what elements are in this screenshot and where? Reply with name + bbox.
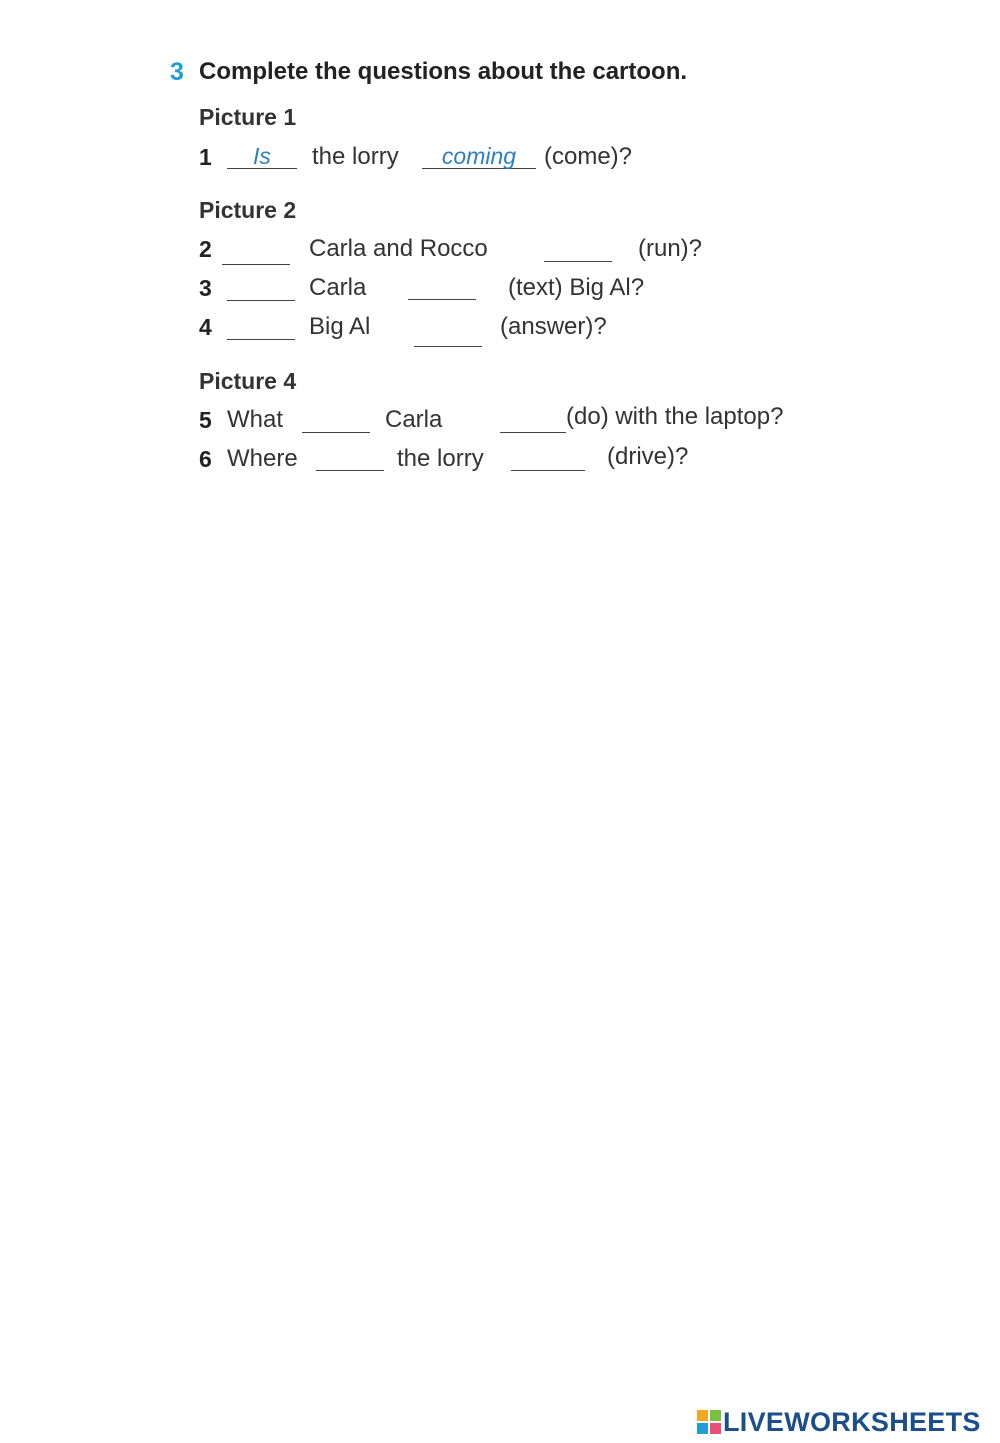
verb-hint: (drive)?	[607, 443, 689, 470]
question-text: Big Al	[309, 313, 371, 340]
answer-blank-4b[interactable]	[414, 322, 482, 347]
answer-blank-2b[interactable]	[544, 237, 612, 262]
answer-blank-3b[interactable]	[408, 275, 476, 300]
verb-hint: (answer)?	[500, 313, 607, 340]
question-number: 1	[199, 144, 212, 170]
verb-hint: (text) Big Al?	[508, 274, 645, 301]
answer-blank-5a[interactable]	[302, 408, 370, 433]
answer-blank-2a[interactable]	[222, 240, 290, 265]
answer-blank-1a[interactable]: Is	[227, 144, 297, 169]
answer-blank-4a[interactable]	[227, 315, 295, 340]
answer-blank-5b[interactable]	[500, 408, 566, 433]
question-number: 5	[199, 407, 212, 433]
question-word: Where	[227, 445, 298, 472]
question-number: 3	[199, 275, 212, 301]
answer-blank-6b[interactable]	[511, 446, 585, 471]
question-number: 6	[199, 446, 212, 472]
section-picture-1: Picture 1	[199, 104, 297, 130]
question-number: 2	[199, 236, 212, 262]
verb-hint: (run)?	[638, 235, 703, 262]
verb-hint: (do) with the laptop?	[566, 403, 784, 430]
question-word: What	[227, 406, 284, 433]
answer-blank-1b[interactable]: coming	[422, 144, 536, 169]
question-number: 4	[199, 314, 212, 340]
section-picture-2: Picture 2	[199, 197, 297, 223]
answer-blank-3a[interactable]	[227, 276, 295, 301]
question-text: the lorry	[312, 143, 399, 170]
question-text: the lorry	[397, 445, 484, 472]
exercise-number: 3	[170, 58, 184, 86]
question-text: Carla and Rocco	[309, 235, 488, 262]
answer-blank-6a[interactable]	[316, 446, 384, 471]
question-text: Carla	[309, 274, 367, 301]
brand-name: LIVEWORKSHEETS	[723, 1406, 981, 1437]
liveworksheets-logo-icon	[697, 1410, 721, 1434]
liveworksheets-brand	[697, 1407, 981, 1437]
question-text: Carla	[385, 406, 443, 433]
exercise-title: Complete the questions about the cartoon.	[199, 58, 688, 85]
verb-hint: (come)?	[544, 143, 633, 170]
section-picture-4: Picture 4	[199, 368, 297, 394]
